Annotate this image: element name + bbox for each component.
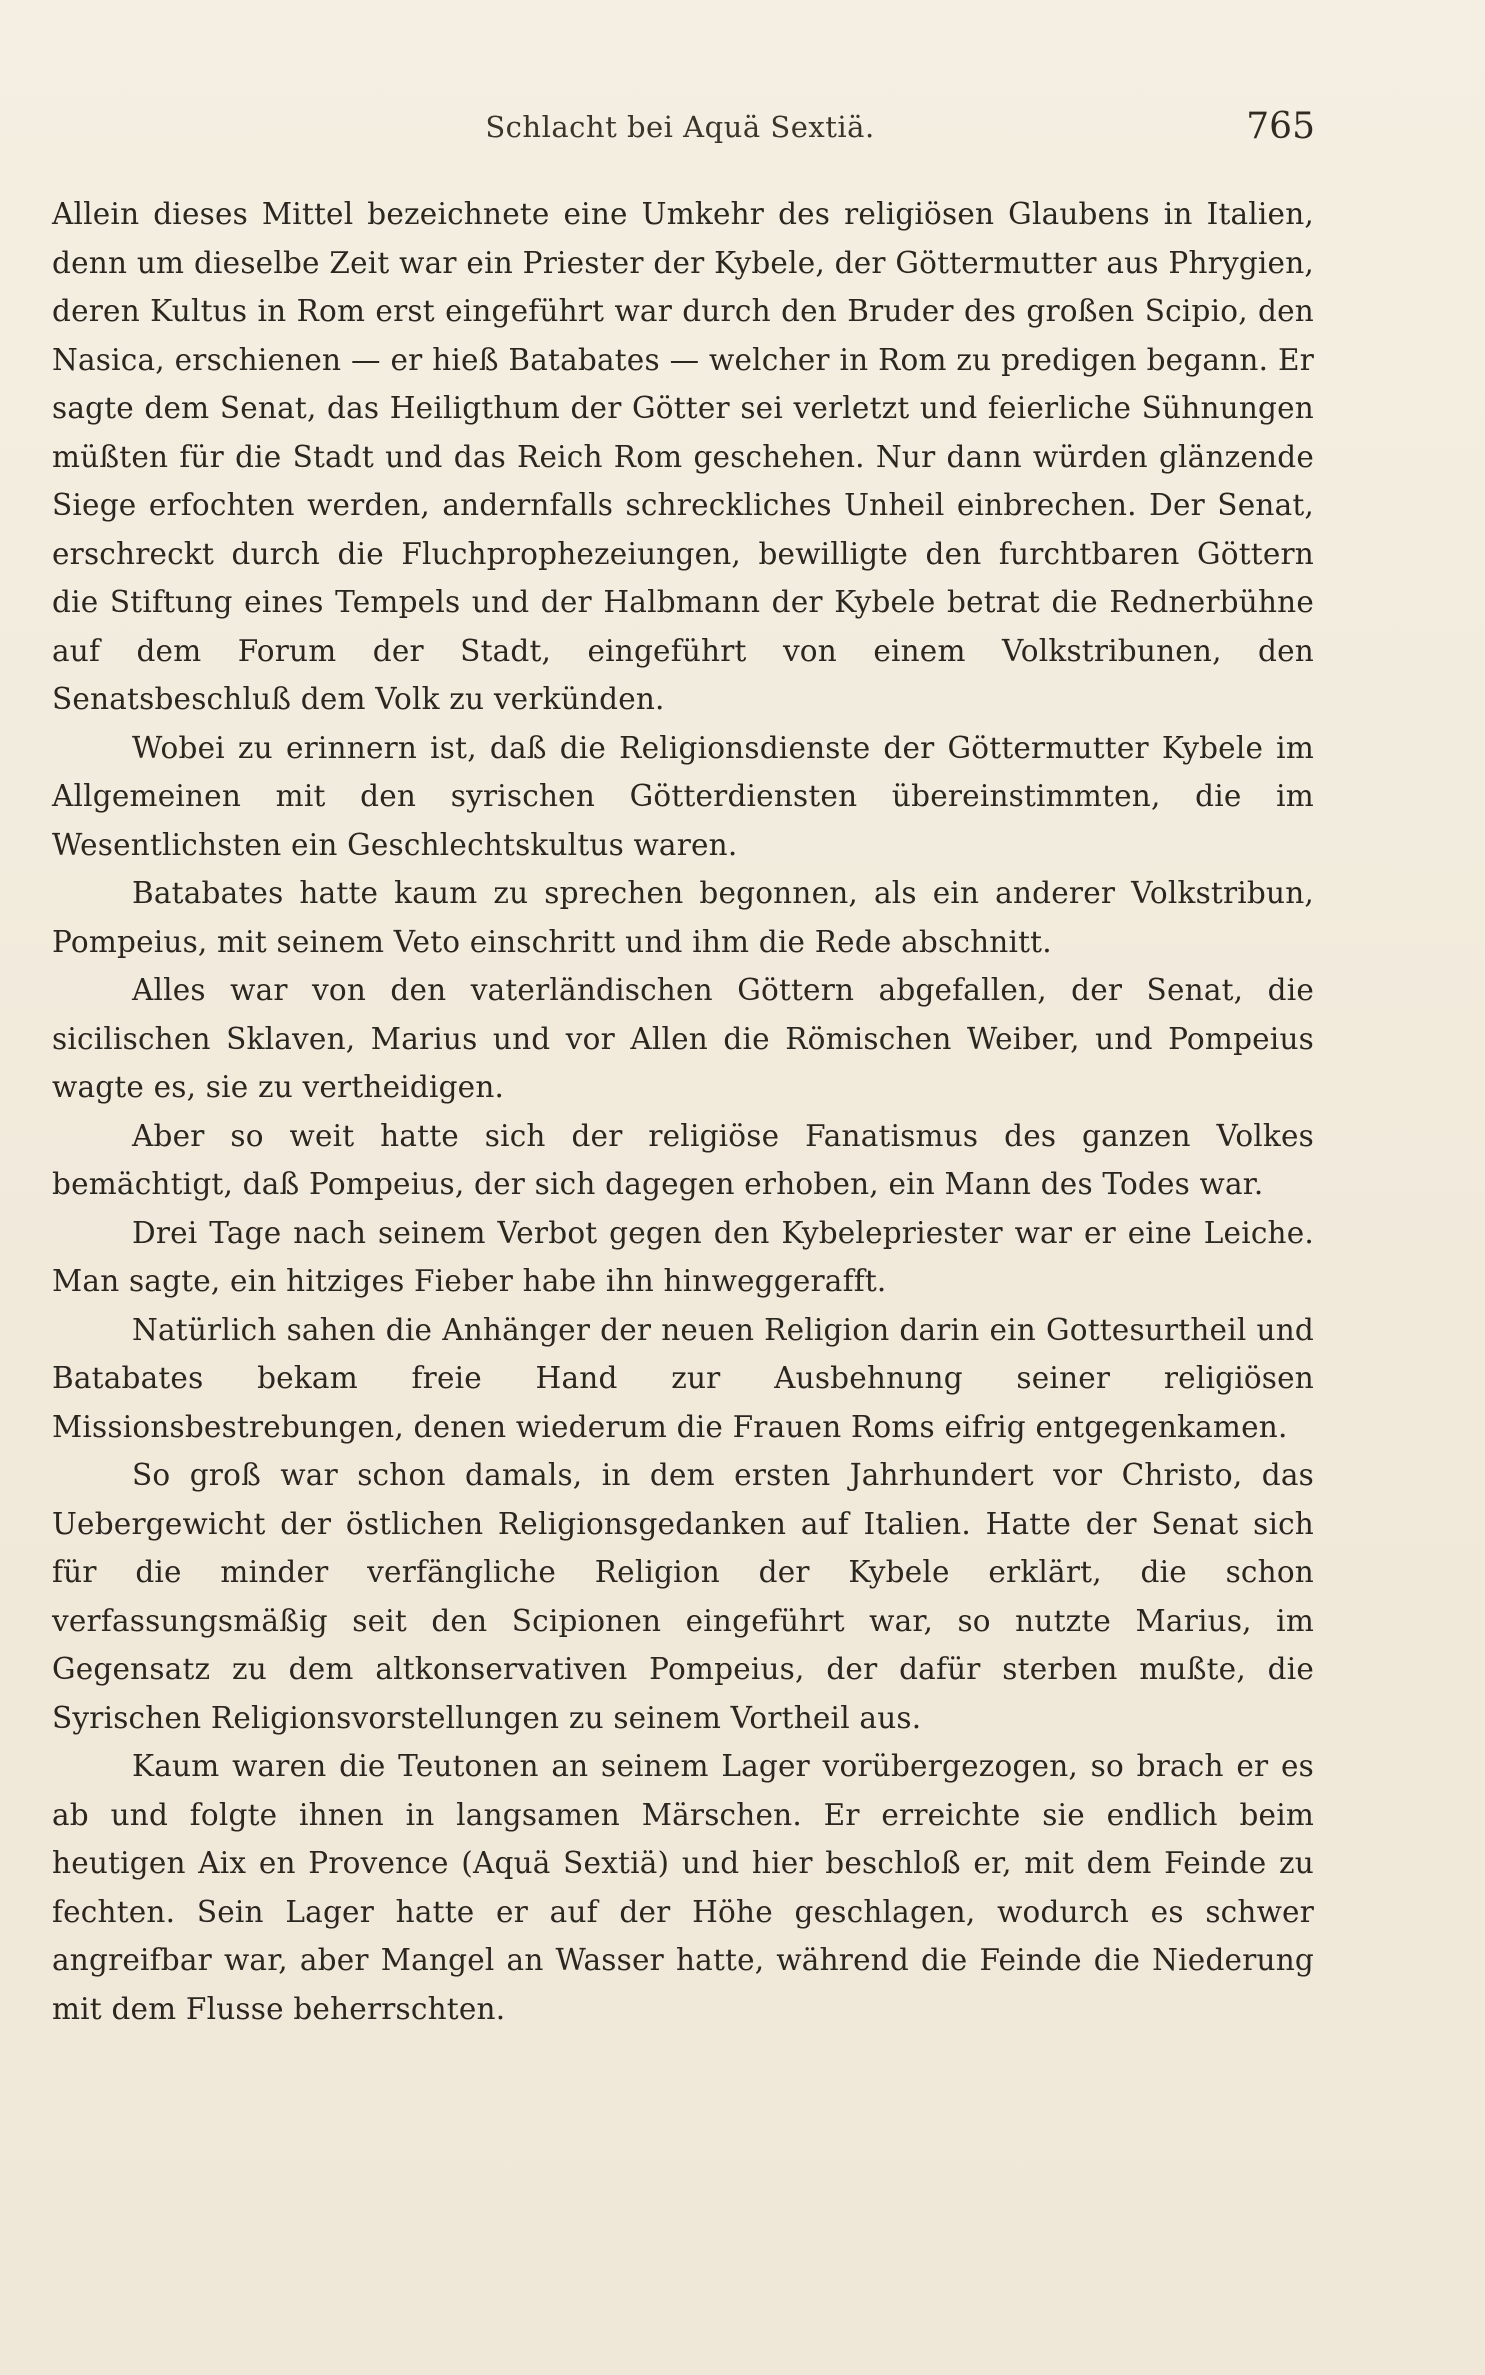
running-title: Schlacht bei Aquä Sextiä.: [485, 110, 875, 144]
paragraph: Allein dieses Mittel bezeichnete eine Umkehr des religiösen Glaubens in Italien, denn um dieselbe Zeit war ein Priester der Kybele, der Göttermutter aus Phrygien, deren Kultus in Rom erst eingeführt war durch den Bruder des großen Scipio, den Nasica, erschienen — er hieß Batabates — welcher in Rom zu predigen begann. Er sagte dem Senat, das Heiligthum der Götter sei verletzt und feierliche Sühnungen müßten für die Stadt und das Reich Rom geschehen. Nur dann würden glänzende Siege erfochten werden, andernfalls schreckliches Unheil einbrechen. Der Senat, erschreckt durch die Fluchprophezeiungen, bewilligte den furchtbaren Göttern die Stiftung eines Tempels und der Halbmann der Kybele betrat die Rednerbühne auf dem Forum der Stadt, eingeführt von einem Volkstribunen, den Senatsbeschluß dem Volk zu verkünden.: [52, 197, 1314, 716]
paragraph: Kaum waren die Teutonen an seinem Lager vorübergezogen, so brach er es ab und folgte ihnen in langsamen Märschen. Er erreichte sie endlich beim heutigen Aix en Provence (Aquä Sextiä) und hier beschloß er, mit dem Feinde zu fechten. Sein Lager hatte er auf der Höhe geschlagen, wodurch es schwer angreifbar war, aber Mangel an Wasser hatte, während die Feinde die Niederung mit dem Flusse beherrschten.: [52, 1749, 1314, 2026]
paragraph: Alles war von den vaterländischen Göttern abgefallen, der Senat, die sicilischen Sklaven, Marius und vor Allen die Römischen Weiber, und Pompeius wagte es, sie zu vertheidigen.: [52, 973, 1314, 1104]
paragraph: Aber so weit hatte sich der religiöse Fanatismus des ganzen Volkes bemächtigt, daß Pompeius, der sich dagegen erhoben, ein Mann des Todes war.: [52, 1118, 1314, 1201]
page-number: 765: [1246, 106, 1315, 147]
paragraph: Drei Tage nach seinem Verbot gegen den Kybelepriester war er eine Leiche. Man sagte, ein hitziges Fieber habe ihn hinweggerafft.: [52, 1215, 1314, 1298]
running-head: [0, 106, 1485, 160]
paragraph: Wobei zu erinnern ist, daß die Religionsdienste der Göttermutter Kybele im Allgemeinen mit den syrischen Götterdiensten übereinstimmten, die im Wesentlichsten ein Geschlechtskultus waren.: [52, 730, 1314, 862]
paragraph: Batabates hatte kaum zu sprechen begonnen, als ein anderer Volkstribun, Pompeius, mit seinem Veto einschritt und ihm die Rede abschnitt.: [52, 876, 1314, 959]
body-text: [52, 190, 1314, 2033]
paragraph: Natürlich sahen die Anhänger der neuen Religion darin ein Gottesurtheil und Batabates bekam freie Hand zur Ausbehnung seiner religiösen Missionsbestrebungen, denen wiederum die Frauen Roms eifrig entgegenkamen.: [52, 1312, 1314, 1444]
paragraph: So groß war schon damals, in dem ersten Jahrhundert vor Christo, das Uebergewicht der östlichen Religionsgedanken auf Italien. Hatte der Senat sich für die minder verfängliche Religion der Kybele erklärt, die schon verfassungsmäßig seit den Scipionen eingeführt war, so nutzte Marius, im Gegensatz zu dem altkonservativen Pompeius, der dafür sterben mußte, die Syrischen Religionsvorstellungen zu seinem Vortheil aus.: [52, 1458, 1314, 1735]
